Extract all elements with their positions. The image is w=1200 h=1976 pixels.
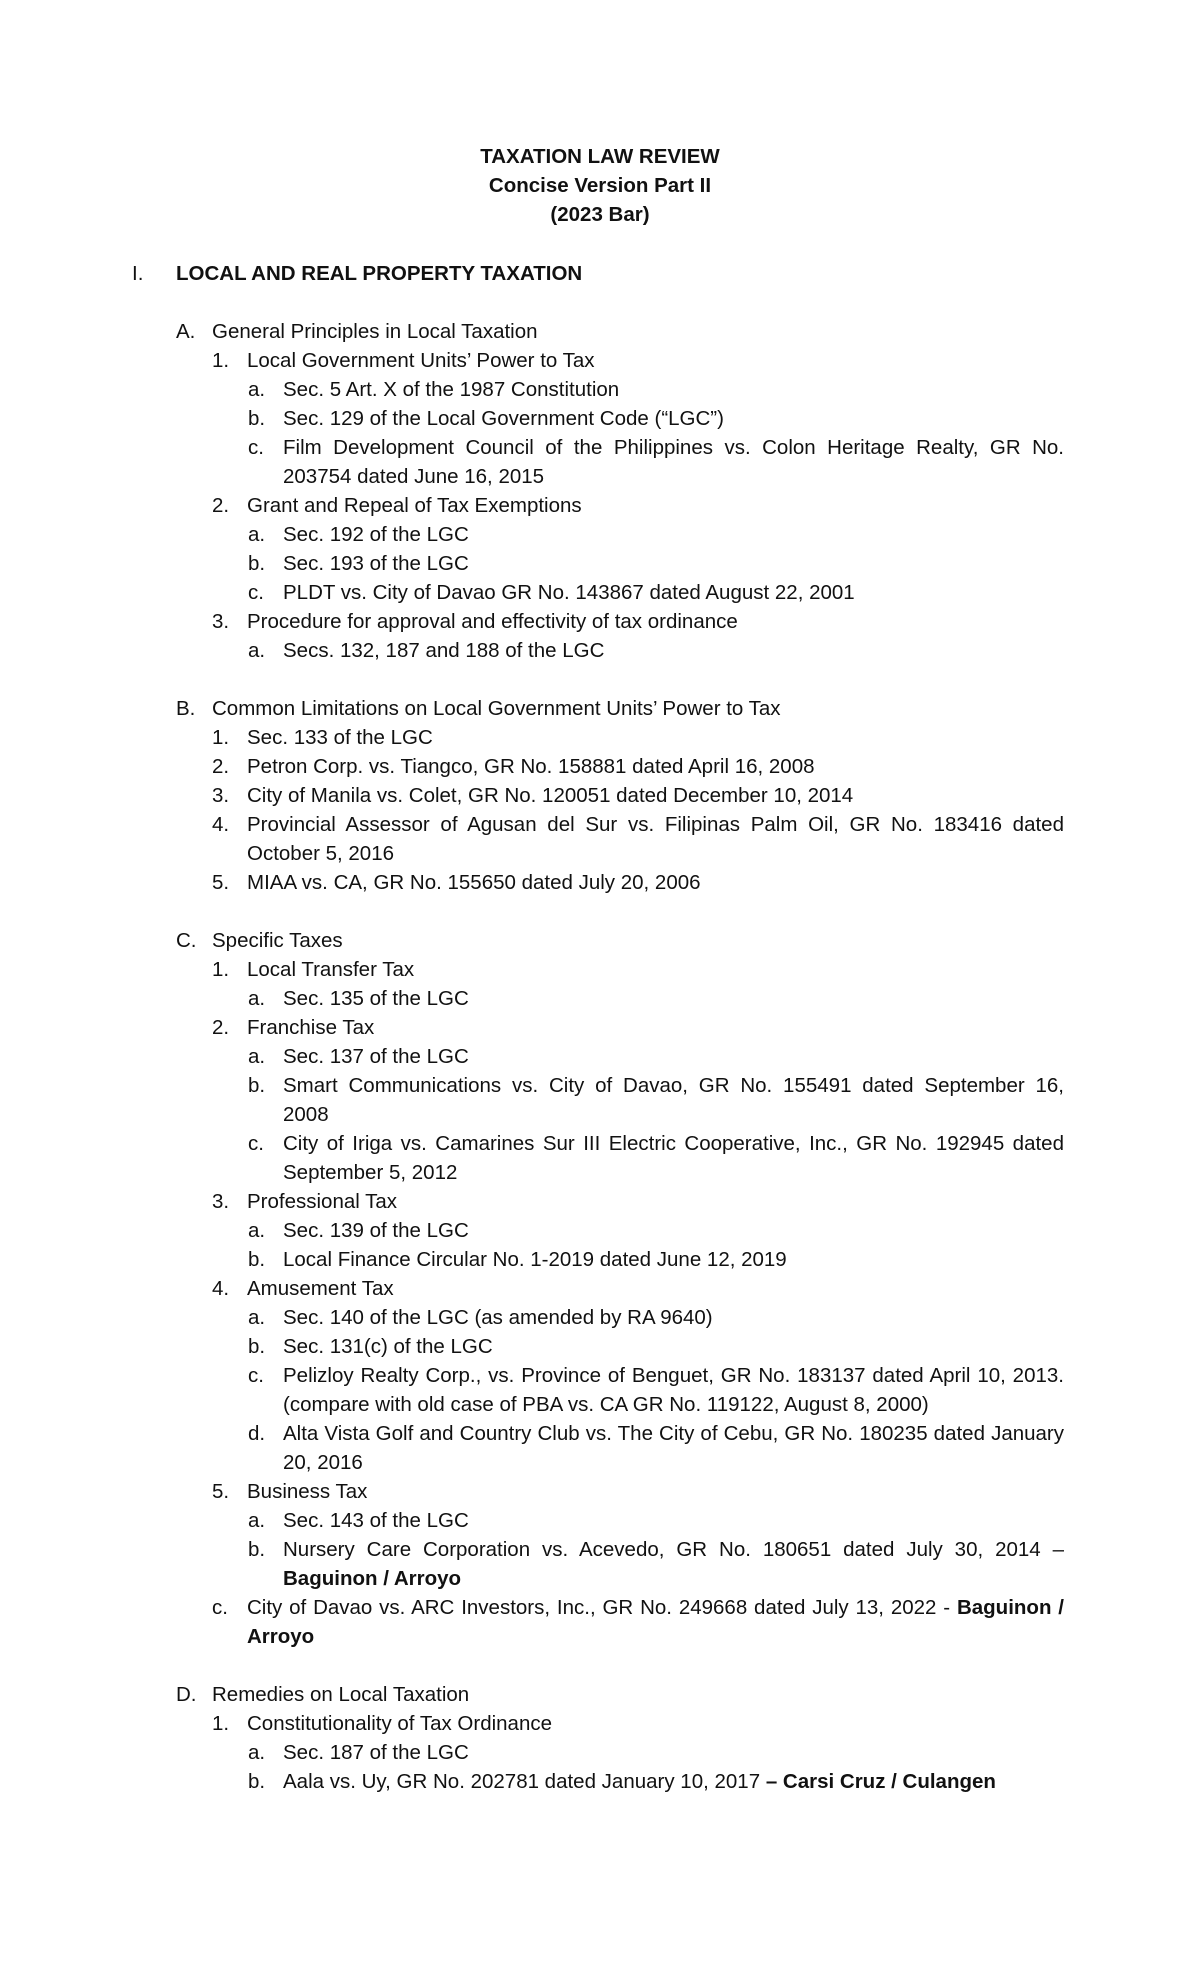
outline bbox=[0, 259, 1200, 1796]
list-marker: d. bbox=[248, 1422, 266, 1445]
list-marker: a. bbox=[248, 1045, 266, 1068]
list-item-text: Pelizloy Realty Corp., vs. Province of Benguet, GR No. 183137 dated April 10, 2013. bbox=[283, 1364, 1064, 1387]
list-item-text: Franchise Tax bbox=[247, 1016, 375, 1039]
list-item-text: Sec. 129 of the Local Government Code (“LGC”) bbox=[283, 407, 724, 430]
subsection-title: General Principles in Local Taxation bbox=[212, 320, 538, 343]
list-item-text: Sec. 193 of the LGC bbox=[283, 552, 469, 575]
list-item-text: 203754 dated June 16, 2015 bbox=[283, 465, 545, 488]
list-marker: b. bbox=[248, 407, 266, 430]
list-item bbox=[0, 1274, 1200, 1303]
list-item-text: Sec. 143 of the LGC bbox=[283, 1509, 469, 1532]
list-marker: 1. bbox=[212, 726, 230, 749]
list-marker: 1. bbox=[212, 1712, 230, 1735]
list-marker: a. bbox=[248, 1741, 266, 1764]
list-item bbox=[0, 723, 1200, 752]
document-title: TAXATION LAW REVIEW bbox=[480, 145, 720, 168]
list-item-text: Sec. 187 of the LGC bbox=[283, 1741, 469, 1764]
list-item bbox=[0, 1506, 1200, 1535]
list-item bbox=[0, 578, 1200, 607]
list-item bbox=[0, 1013, 1200, 1042]
list-marker: b. bbox=[248, 1074, 266, 1097]
subsection-heading-d bbox=[0, 1680, 1200, 1709]
list-item-text bbox=[283, 1767, 996, 1796]
document-header bbox=[0, 142, 1200, 229]
list-marker: 1. bbox=[212, 349, 230, 372]
list-item-text: Nursery Care Corporation vs. Acevedo, GR No. 180651 dated July 30, 2014 – bbox=[283, 1538, 1064, 1561]
list-item bbox=[0, 1738, 1200, 1767]
list-item-text-plain: City of Davao vs. ARC Investors, Inc., GR No. 249668 dated July 13, 2022 - bbox=[247, 1596, 957, 1619]
list-item-text: Film Development Council of the Philippines vs. Colon Heritage Realty, GR No. bbox=[283, 436, 1064, 459]
list-item-text: PLDT vs. City of Davao GR No. 143867 dated August 22, 2001 bbox=[283, 581, 855, 604]
list-item-text: Procedure for approval and effectivity of tax ordinance bbox=[247, 610, 738, 633]
list-item-text: Amusement Tax bbox=[247, 1277, 394, 1300]
list-item-text: Sec. 192 of the LGC bbox=[283, 523, 469, 546]
list-item-continuation bbox=[0, 1390, 1200, 1419]
list-marker: A. bbox=[176, 320, 196, 343]
list-item-text: Sec. 139 of the LGC bbox=[283, 1219, 469, 1242]
list-marker: 3. bbox=[212, 784, 230, 807]
section-title: LOCAL AND REAL PROPERTY TAXATION bbox=[176, 262, 583, 285]
list-item-text: Petron Corp. vs. Tiangco, GR No. 158881 dated April 16, 2008 bbox=[247, 755, 815, 778]
list-item-continuation bbox=[0, 1448, 1200, 1477]
list-item bbox=[0, 1303, 1200, 1332]
list-item-text: Sec. 133 of the LGC bbox=[247, 726, 433, 749]
list-item-text: Smart Communications vs. City of Davao, GR No. 155491 dated September 16, bbox=[283, 1074, 1064, 1097]
list-marker: B. bbox=[176, 697, 196, 720]
subsection-title: Common Limitations on Local Government Units’ Power to Tax bbox=[212, 697, 781, 720]
list-item bbox=[0, 1361, 1200, 1390]
list-item bbox=[0, 1245, 1200, 1274]
list-item-text: 2008 bbox=[283, 1103, 329, 1126]
list-item-text: MIAA vs. CA, GR No. 155650 dated July 20, 2006 bbox=[247, 871, 701, 894]
document-bar-year: (2023 Bar) bbox=[550, 203, 650, 226]
list-marker: 5. bbox=[212, 871, 230, 894]
list-item-text: Alta Vista Golf and Country Club vs. The City of Cebu, GR No. 180235 dated January bbox=[283, 1422, 1064, 1445]
list-marker: C. bbox=[176, 929, 197, 952]
list-item bbox=[0, 346, 1200, 375]
list-item-text: Secs. 132, 187 and 188 of the LGC bbox=[283, 639, 605, 662]
list-item bbox=[0, 1187, 1200, 1216]
assigned-names: Baguinon / Arroyo bbox=[283, 1567, 462, 1590]
list-marker: 2. bbox=[212, 494, 230, 517]
list-item-continuation bbox=[0, 1158, 1200, 1187]
list-marker: c. bbox=[248, 581, 264, 604]
list-marker: 1. bbox=[212, 958, 230, 981]
list-item-text: Sec. 137 of the LGC bbox=[283, 1045, 469, 1068]
list-item bbox=[0, 607, 1200, 636]
list-item bbox=[0, 868, 1200, 897]
list-item bbox=[0, 433, 1200, 462]
list-item bbox=[0, 404, 1200, 433]
list-marker: a. bbox=[248, 987, 266, 1010]
section-marker: I. bbox=[132, 262, 144, 285]
list-item-text: Sec. 140 of the LGC (as amended by RA 9640) bbox=[283, 1306, 713, 1329]
list-item-text: Local Finance Circular No. 1-2019 dated June 12, 2019 bbox=[283, 1248, 787, 1271]
list-item-text: City of Iriga vs. Camarines Sur III Electric Cooperative, Inc., GR No. 192945 dated bbox=[283, 1132, 1064, 1155]
list-marker: a. bbox=[248, 1219, 266, 1242]
list-item bbox=[0, 810, 1200, 839]
list-item bbox=[0, 955, 1200, 984]
list-marker: 4. bbox=[212, 1277, 230, 1300]
list-item bbox=[0, 375, 1200, 404]
subsection-heading-b bbox=[0, 694, 1200, 723]
list-item-text: October 5, 2016 bbox=[247, 842, 395, 865]
list-item bbox=[0, 1129, 1200, 1158]
document-subtitle: Concise Version Part II bbox=[488, 174, 712, 197]
list-marker: b. bbox=[248, 1335, 266, 1358]
list-item bbox=[0, 1042, 1200, 1071]
list-item bbox=[0, 1709, 1200, 1738]
list-marker: a. bbox=[248, 1509, 266, 1532]
list-marker: 3. bbox=[212, 1190, 230, 1213]
list-item bbox=[0, 520, 1200, 549]
assigned-names: – Carsi Cruz / Culangen bbox=[765, 1770, 996, 1793]
subsection-title: Specific Taxes bbox=[212, 929, 343, 952]
list-marker: D. bbox=[176, 1683, 197, 1706]
list-item-text: City of Manila vs. Colet, GR No. 120051 dated December 10, 2014 bbox=[247, 784, 854, 807]
list-marker: a. bbox=[248, 639, 266, 662]
list-marker: 2. bbox=[212, 755, 230, 778]
list-marker: 3. bbox=[212, 610, 230, 633]
list-marker: c. bbox=[248, 436, 264, 459]
list-item-text: 20, 2016 bbox=[283, 1451, 363, 1474]
assigned-names: Baguinon / bbox=[956, 1596, 1064, 1619]
list-item-text-plain: Aala vs. Uy, GR No. 202781 dated January 10, 2017 bbox=[283, 1770, 766, 1793]
list-item bbox=[0, 1216, 1200, 1245]
list-item bbox=[0, 1419, 1200, 1448]
subsection-title: Remedies on Local Taxation bbox=[212, 1683, 470, 1706]
list-item bbox=[0, 752, 1200, 781]
list-item bbox=[0, 549, 1200, 578]
list-item-text: Constitutionality of Tax Ordinance bbox=[247, 1712, 553, 1735]
list-item-text: Sec. 135 of the LGC bbox=[283, 987, 469, 1010]
list-item bbox=[0, 491, 1200, 520]
list-marker: b. bbox=[248, 1248, 266, 1271]
list-marker: b. bbox=[248, 552, 266, 575]
list-marker: a. bbox=[248, 1306, 266, 1329]
list-marker: 4. bbox=[212, 813, 230, 836]
subsection-heading-c bbox=[0, 926, 1200, 955]
list-item-continuation bbox=[0, 1564, 1200, 1593]
list-item-text: September 5, 2012 bbox=[283, 1161, 458, 1184]
list-marker: 2. bbox=[212, 1016, 230, 1039]
section-heading bbox=[0, 259, 1200, 288]
list-item-continuation bbox=[0, 462, 1200, 491]
list-marker: 5. bbox=[212, 1480, 230, 1503]
list-item-text: Provincial Assessor of Agusan del Sur vs. Filipinas Palm Oil, GR No. 183416 dated bbox=[247, 813, 1064, 836]
list-item-continuation bbox=[0, 1622, 1200, 1651]
list-item-text: Sec. 5 Art. X of the 1987 Constitution bbox=[283, 378, 620, 401]
subsection-heading-a bbox=[0, 317, 1200, 346]
list-item bbox=[0, 984, 1200, 1013]
list-item bbox=[0, 1593, 1200, 1622]
list-item bbox=[0, 1477, 1200, 1506]
list-item bbox=[0, 1332, 1200, 1361]
list-item-text: (compare with old case of PBA vs. CA GR No. 119122, August 8, 2000) bbox=[283, 1393, 929, 1416]
list-item bbox=[0, 636, 1200, 665]
list-item-text bbox=[247, 1593, 1064, 1622]
list-item-continuation bbox=[0, 839, 1200, 868]
list-item-text: Local Government Units’ Power to Tax bbox=[247, 349, 595, 372]
list-marker: c. bbox=[248, 1364, 264, 1387]
list-item-text: Local Transfer Tax bbox=[247, 958, 415, 981]
list-marker: c. bbox=[212, 1596, 228, 1619]
list-marker: b. bbox=[248, 1538, 266, 1561]
list-item-text: Sec. 131(c) of the LGC bbox=[283, 1335, 493, 1358]
list-marker: b. bbox=[248, 1770, 266, 1793]
list-item-text: Grant and Repeal of Tax Exemptions bbox=[247, 494, 582, 517]
list-item bbox=[0, 781, 1200, 810]
list-item-text: Business Tax bbox=[247, 1480, 368, 1503]
list-marker: c. bbox=[248, 1132, 264, 1155]
list-item-continuation bbox=[0, 1100, 1200, 1129]
list-item-text: Professional Tax bbox=[247, 1190, 398, 1213]
assigned-names: Arroyo bbox=[247, 1625, 315, 1648]
list-item bbox=[0, 1535, 1200, 1564]
list-item bbox=[0, 1767, 1200, 1796]
list-marker: a. bbox=[248, 378, 266, 401]
list-item bbox=[0, 1071, 1200, 1100]
list-marker: a. bbox=[248, 523, 266, 546]
